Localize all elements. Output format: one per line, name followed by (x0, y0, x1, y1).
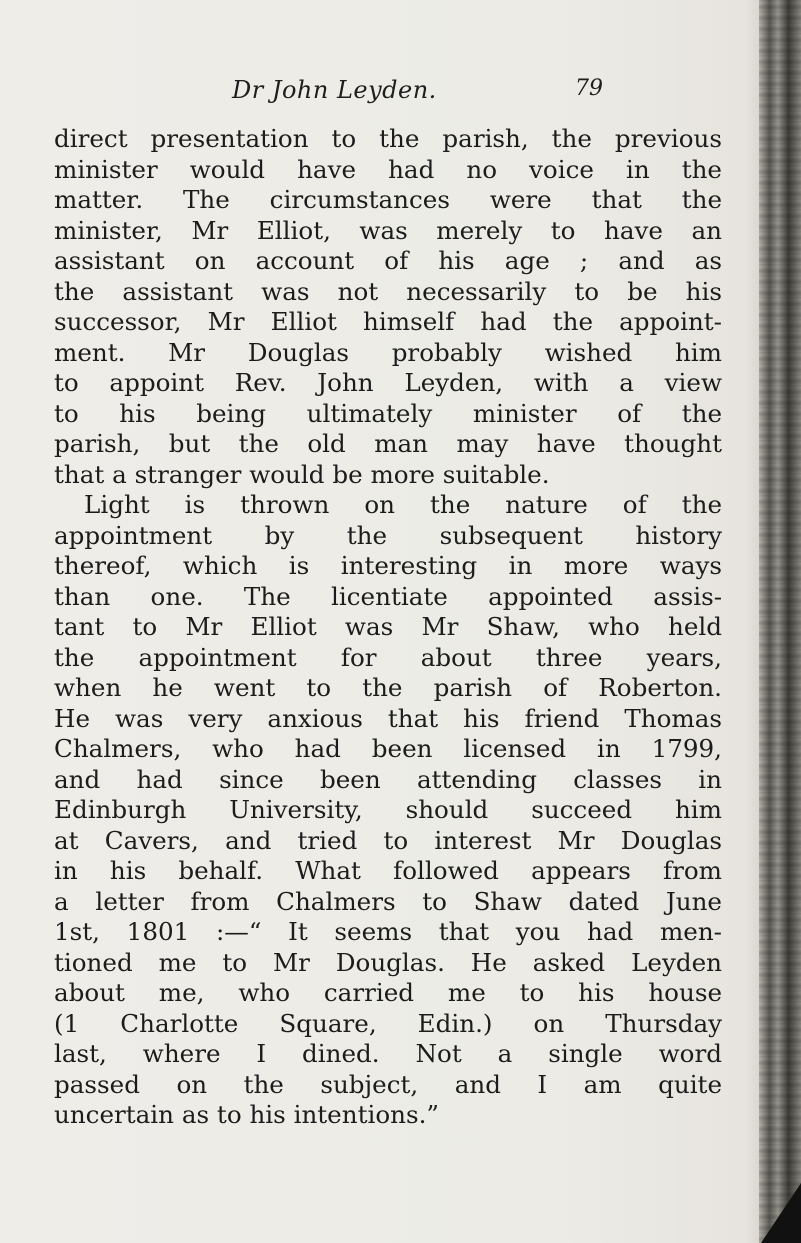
binding-corner-shadow (761, 1183, 801, 1243)
text-line: Light is thrown on the nature of the (84, 490, 722, 519)
text-line: matter. The circumstances were that the (54, 185, 722, 214)
text-line: tant to Mr Elliot was Mr Shaw, who held (54, 612, 722, 641)
text-line: passed on the subject, and I am quite (54, 1069, 722, 1099)
text-line: thereof, which is interesting in more ways (54, 551, 722, 580)
text-line: minister would have had no voice in the (54, 154, 722, 184)
text-line: tioned me to Mr Douglas. He asked Leyden (54, 947, 722, 977)
text-line: minister, Mr Elliot, was merely to have an (54, 215, 722, 245)
text-line: when he went to the parish of Roberton. (54, 673, 722, 702)
text-line: Chalmers, who had been licensed in 1799, (54, 734, 722, 763)
text-line: and had since been attending classes in (54, 764, 722, 794)
text-line: ment. Mr Douglas probably wished him (54, 337, 722, 367)
text-line: a letter from Chalmers to Shaw dated June (54, 886, 722, 916)
text-line: Edinburgh University, should succeed him (54, 795, 722, 824)
text-line: He was very anxious that his friend Thomas (54, 703, 722, 733)
text-line: in his behalf. What followed appears from (54, 856, 722, 885)
text-line: uncertain as to his intentions.” (54, 1100, 439, 1129)
text-line: the appointment for about three years, (54, 642, 722, 672)
text-line: appointment by the subsequent history (54, 520, 722, 550)
text-line: successor, Mr Elliot himself had the appoint- (54, 307, 722, 336)
book-binding-edge (759, 0, 801, 1243)
running-title: Dr John Leyden. (232, 76, 437, 104)
text-line: that a stranger would be more suitable. (54, 459, 550, 489)
text-line: about me, who carried me to his house (54, 978, 722, 1007)
text-line: the assistant was not necessarily to be his (54, 276, 722, 306)
body-text (54, 124, 722, 1131)
text-line: than one. The licentiate appointed assis- (54, 581, 722, 611)
text-line: parish, but the old man may have thought (54, 429, 722, 458)
text-line: to appoint Rev. John Leyden, with a view (54, 368, 722, 397)
page-number: 79 (575, 76, 603, 101)
text-line: direct presentation to the parish, the previous (54, 124, 722, 153)
text-line: at Cavers, and tried to interest Mr Douglas (54, 825, 722, 855)
page-header (78, 76, 603, 110)
text-line: to his being ultimately minister of the (54, 398, 722, 428)
text-line: 1st, 1801 :—“ It seems that you had men- (54, 917, 722, 946)
text-line: last, where I dined. Not a single word (54, 1039, 722, 1068)
text-line: (1 Charlotte Square, Edin.) on Thursday (54, 1008, 722, 1038)
text-line: assistant on account of his age ; and as (54, 246, 722, 275)
